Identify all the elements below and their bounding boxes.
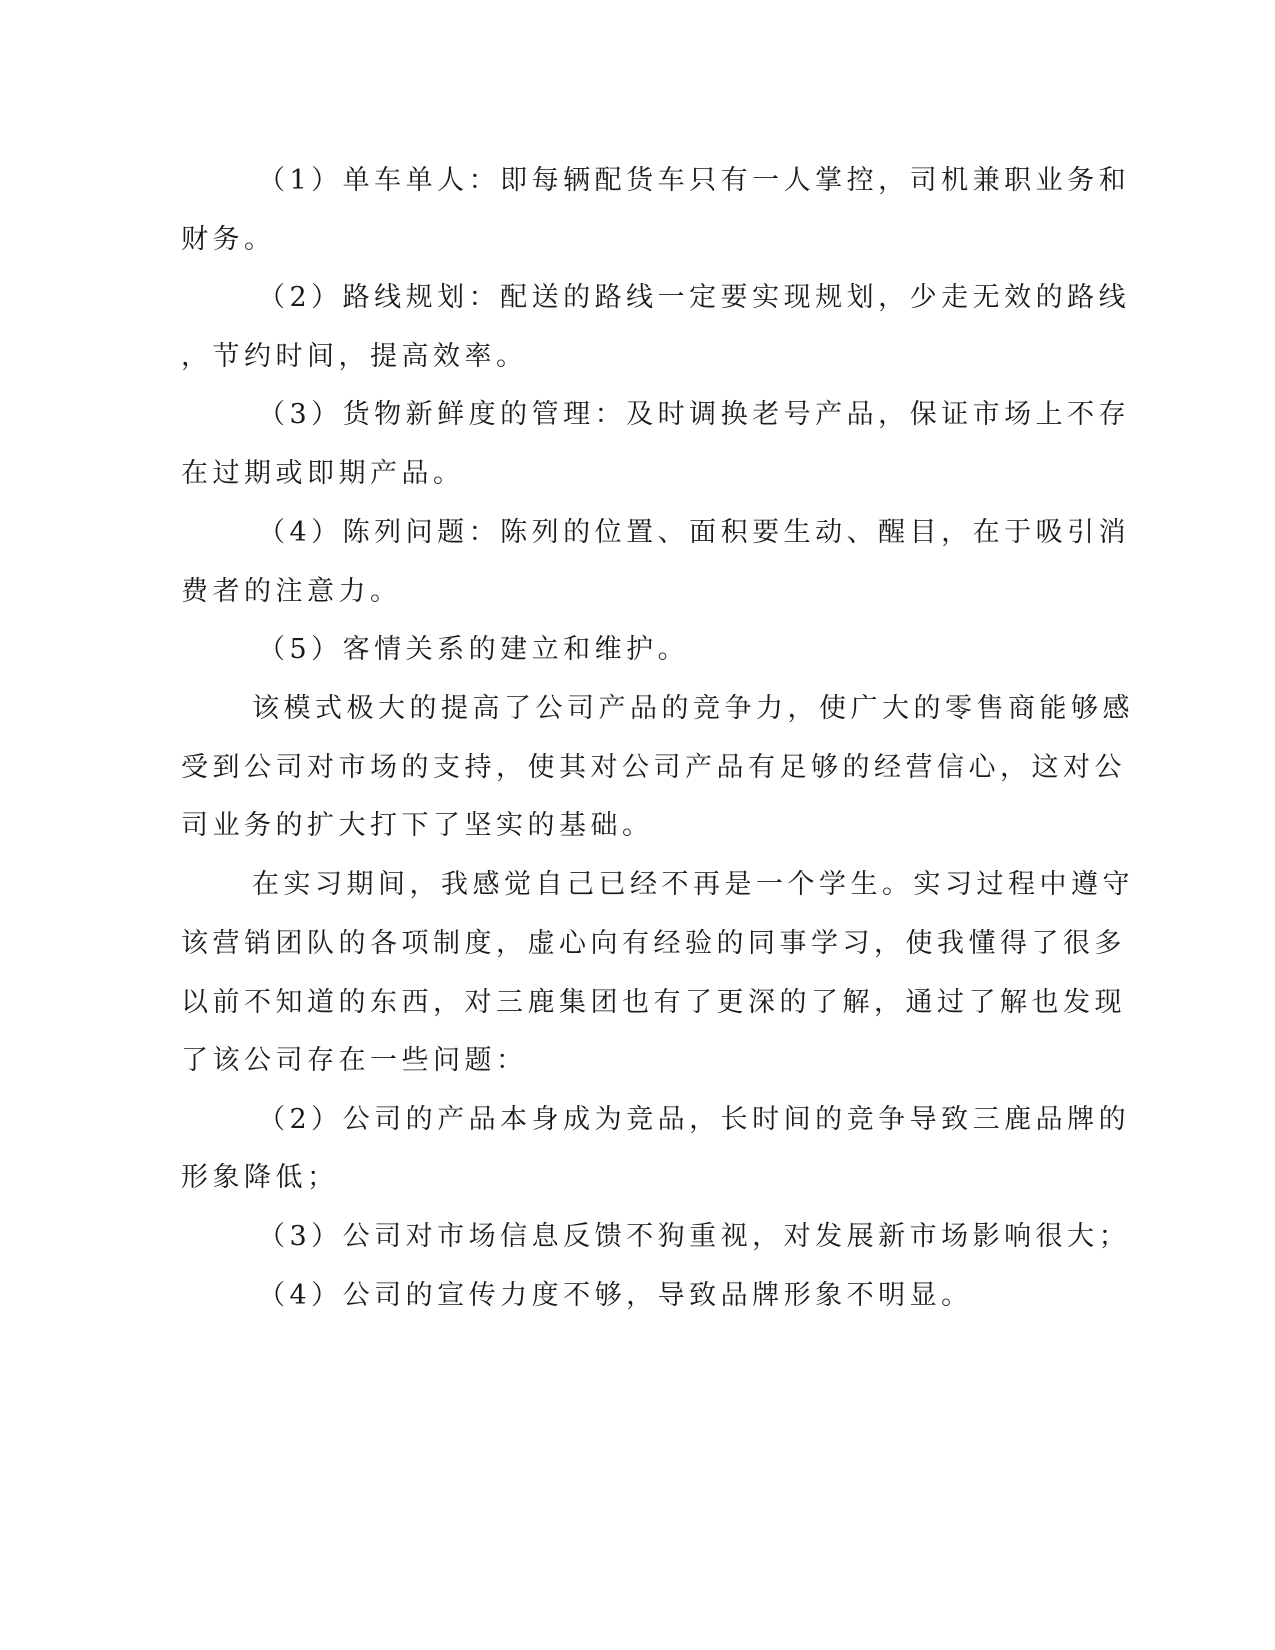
text-line: （2）路线规划：配送的路线一定要实现规划，少走无效的路线 [258,282,1131,313]
text-line: 了该公司存在一些问题： [181,1045,528,1076]
text-line: （1）单车单人：即每辆配货车只有一人掌控，司机兼职业务和 [258,165,1131,196]
text-line: （2）公司的产品本身成为竞品，长时间的竞争导致三鹿品牌的 [258,1104,1131,1135]
text-line: 费者的注意力。 [181,576,402,607]
text-line: 在过期或即期产品。 [181,458,465,489]
text-line: （4）公司的宣传力度不够，导致品牌形象不明显。 [258,1280,973,1311]
text-line: 形象降低； [181,1162,339,1193]
text-line: （5）客情关系的建立和维护。 [258,634,690,665]
text-line: 司业务的扩大打下了坚实的基础。 [181,810,654,841]
text-line: （4）陈列问题：陈列的位置、面积要生动、醒目，在于吸引消 [258,517,1131,548]
text-line: ，节约时间，提高效率。 [181,341,528,372]
text-line: 在实习期间，我感觉自己已经不再是一个学生。实习过程中遵守 [252,869,1134,900]
text-line: （3）公司对市场信息反馈不狗重视，对发展新市场影响很大； [258,1221,1131,1252]
text-line: 以前不知道的东西，对三鹿集团也有了更深的了解，通过了解也发现 [181,987,1126,1018]
text-line: 该营销团队的各项制度，虚心向有经验的同事学习，使我懂得了很多 [181,928,1126,959]
text-line: 财务。 [181,224,276,255]
text-line: 受到公司对市场的支持，使其对公司产品有足够的经营信心，这对公 [181,752,1126,783]
text-line: 该模式极大的提高了公司产品的竞争力，使广大的零售商能够感 [252,693,1134,724]
text-line: （3）货物新鲜度的管理：及时调换老号产品，保证市场上不存 [258,399,1131,430]
